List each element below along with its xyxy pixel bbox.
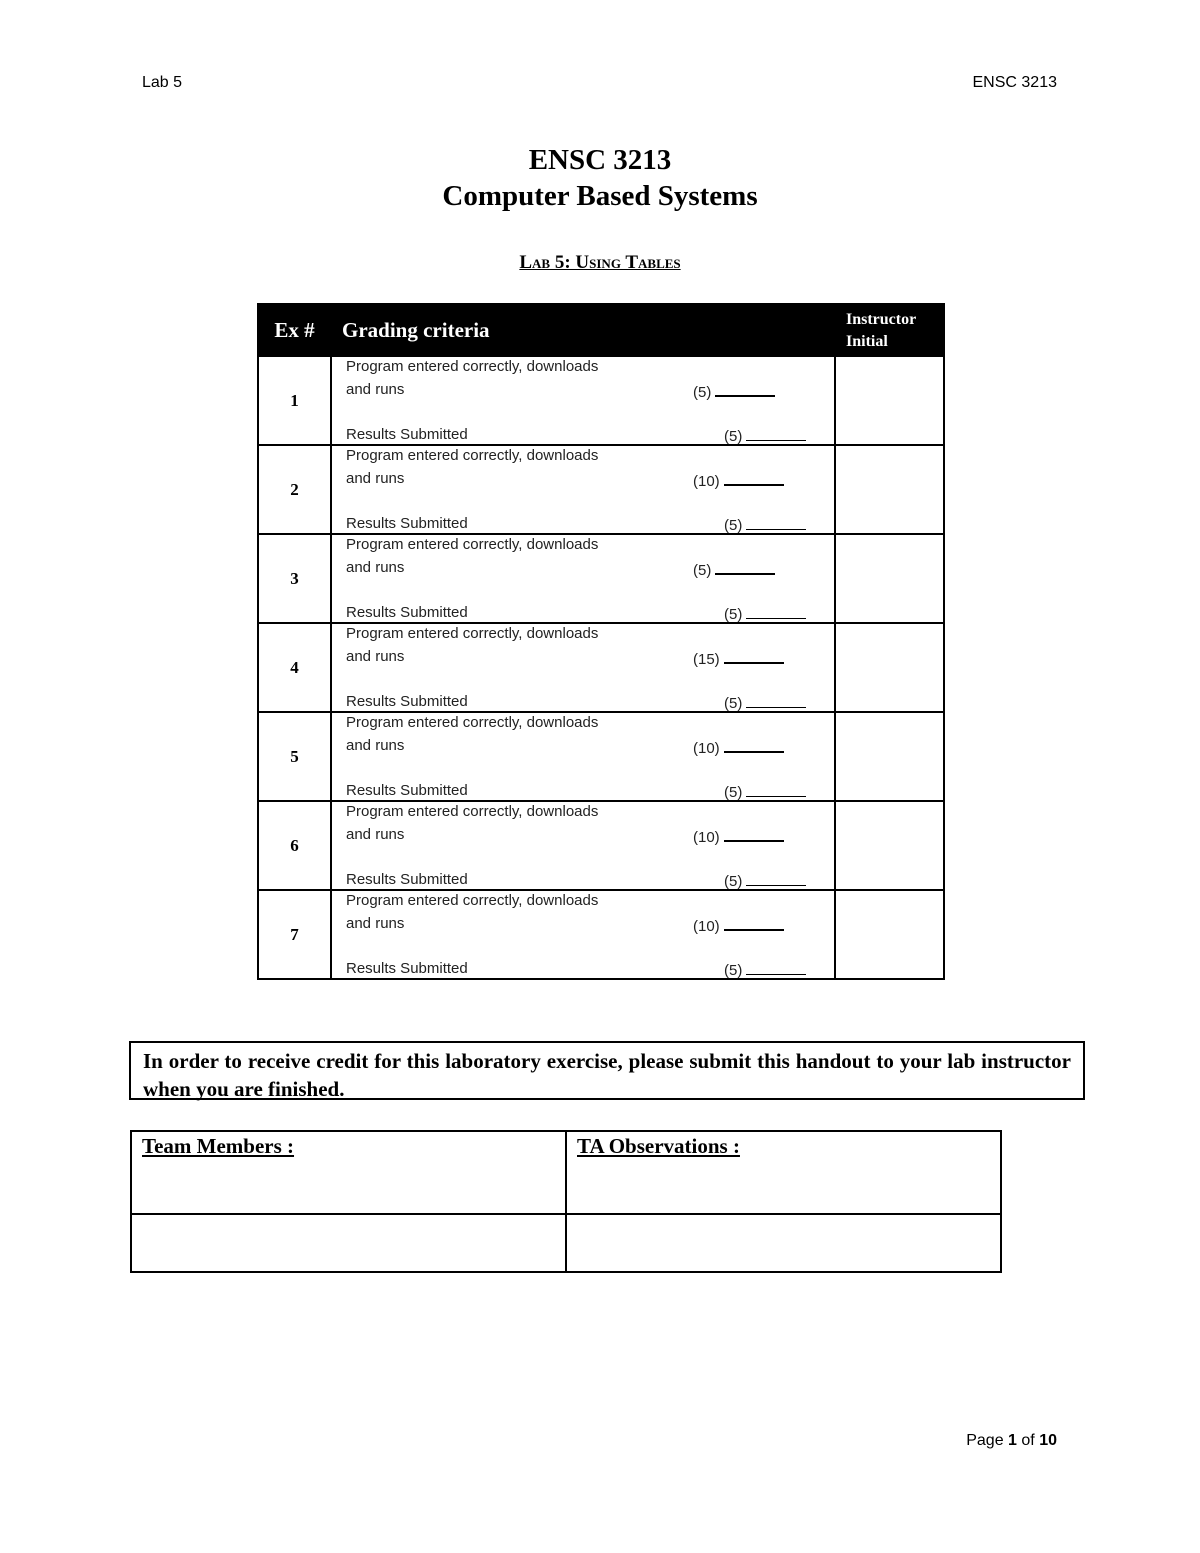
program-points-value: (10) [693,829,720,846]
results-points-value: (5) [724,873,743,890]
exercise-number: 7 [258,890,331,979]
team-table [130,1130,1002,1273]
instructor-initial-cell[interactable] [835,623,944,712]
results-points-value: (5) [724,962,743,979]
ta-observations-label: TA Observations : [577,1134,740,1158]
instructor-initial-cell[interactable] [835,712,944,801]
criterion-program-line2: and runs [346,737,405,754]
results-score-blank[interactable] [746,515,806,530]
results-points [724,426,806,445]
ta-observations-cell[interactable] [566,1131,1001,1214]
program-points-value: (5) [693,384,712,401]
criterion-results: Results Submitted [346,515,468,532]
exercise-number: 4 [258,623,331,712]
course-code-title: ENSC 3213 [528,144,672,176]
program-points [693,737,784,757]
criterion-program-line2: and runs [346,470,405,487]
header-grading-criteria: Grading criteria [331,304,835,356]
table-row [258,712,944,801]
program-score-blank[interactable] [724,470,784,486]
criterion-program-line2: and runs [346,915,405,932]
page-footer [966,1432,1057,1450]
table-row [258,445,944,534]
exercise-number: 1 [258,356,331,445]
grading-criteria-cell [331,801,835,890]
results-points [724,604,806,623]
results-points [724,871,806,890]
results-score-blank[interactable] [746,960,806,975]
page-number: 1 [1008,1432,1017,1449]
criterion-program-line1: Program entered correctly, downloads [346,803,599,820]
criterion-results: Results Submitted [346,693,468,710]
team-members-entry-cell[interactable] [131,1214,566,1272]
criterion-results: Results Submitted [346,782,468,799]
results-score-blank[interactable] [746,782,806,797]
results-points-value: (5) [724,695,743,712]
grading-criteria-cell [331,712,835,801]
of-word: of [1021,1432,1035,1449]
exercise-number: 3 [258,534,331,623]
exercise-number: 2 [258,445,331,534]
results-points-value: (5) [724,517,743,534]
criterion-program-line1: Program entered correctly, downloads [346,358,599,375]
table-row [258,534,944,623]
program-points [693,915,784,935]
header-ex-number: Ex # [258,304,331,356]
instructor-initial-cell[interactable] [835,534,944,623]
table-row [258,801,944,890]
lab-subtitle: Lab 5: Using Tables [519,252,681,273]
exercise-number: 5 [258,712,331,801]
criterion-program-line2: and runs [346,381,405,398]
grading-criteria-cell [331,445,835,534]
grading-criteria-cell [331,356,835,445]
team-members-cell[interactable] [131,1131,566,1214]
grading-criteria-cell [331,623,835,712]
results-points [724,782,806,801]
program-score-blank[interactable] [724,737,784,753]
criterion-program-line1: Program entered correctly, downloads [346,892,599,909]
results-points-value: (5) [724,428,743,445]
program-score-blank[interactable] [724,915,784,931]
instructor-initial-cell[interactable] [835,890,944,979]
program-score-blank[interactable] [715,381,775,397]
criterion-results: Results Submitted [346,426,468,443]
grading-criteria-cell [331,534,835,623]
results-points-value: (5) [724,784,743,801]
criterion-program-line1: Program entered correctly, downloads [346,536,599,553]
program-points-value: (5) [693,562,712,579]
program-points [693,470,784,490]
criterion-program-line2: and runs [346,648,405,665]
program-points [693,381,775,401]
results-score-blank[interactable] [746,426,806,441]
criterion-program-line1: Program entered correctly, downloads [346,625,599,642]
program-points [693,648,784,668]
grading-table-header [258,304,944,356]
grading-criteria-cell [331,890,835,979]
criterion-results: Results Submitted [346,871,468,888]
results-points [724,693,806,712]
page-word: Page [966,1432,1004,1449]
instructor-initial-cell[interactable] [835,356,944,445]
program-points-value: (10) [693,918,720,935]
running-header-left: Lab 5 [142,74,183,91]
submission-notice: In order to receive credit for this laboratory exercise, please submit this handout to your lab instructor when you are finished. [129,1041,1085,1100]
results-score-blank[interactable] [746,604,806,619]
program-points-value: (15) [693,651,720,668]
program-score-blank[interactable] [715,559,775,575]
program-score-blank[interactable] [724,826,784,842]
header-instructor-initial: Instructor Initial [835,304,944,356]
program-points-value: (10) [693,473,720,490]
results-points-value: (5) [724,606,743,623]
table-row [258,356,944,445]
ta-observations-entry-cell[interactable] [566,1214,1001,1272]
results-points [724,960,806,979]
table-row [258,623,944,712]
criterion-program-line2: and runs [346,559,405,576]
team-members-label: Team Members : [142,1134,295,1158]
results-score-blank[interactable] [746,693,806,708]
program-points [693,559,775,579]
criterion-program-line2: and runs [346,826,405,843]
instructor-initial-cell[interactable] [835,801,944,890]
course-name-title: Computer Based Systems [442,180,758,212]
criterion-program-line1: Program entered correctly, downloads [346,447,599,464]
program-points-value: (10) [693,740,720,757]
results-score-blank[interactable] [746,871,806,886]
criterion-results: Results Submitted [346,604,468,621]
criterion-results: Results Submitted [346,960,468,977]
program-score-blank[interactable] [724,648,784,664]
criterion-program-line1: Program entered correctly, downloads [346,714,599,731]
table-row [258,890,944,979]
running-header-right: ENSC 3213 [972,74,1057,91]
program-points [693,826,784,846]
instructor-initial-cell[interactable] [835,445,944,534]
results-points [724,515,806,534]
grading-table [257,303,945,980]
exercise-number: 6 [258,801,331,890]
page-total: 10 [1039,1432,1057,1449]
